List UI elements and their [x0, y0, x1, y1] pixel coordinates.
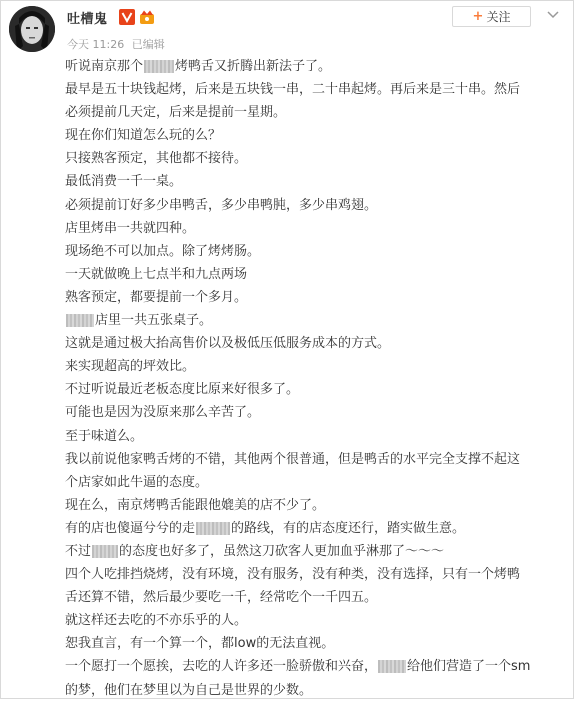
verified-v-icon [119, 9, 135, 25]
chevron-down-icon[interactable] [546, 10, 560, 20]
post-text-segment: 个店家如此牛逼的态度。 [65, 474, 209, 490]
post-text-line [65, 586, 565, 609]
post-text-line [65, 609, 565, 632]
post-text-segment: 不过 [65, 543, 92, 559]
post-text-line [65, 240, 565, 263]
post-body [65, 55, 565, 702]
post-text-line [65, 170, 565, 193]
post-text-segment: 有的店也傻逼兮兮的走 [65, 520, 196, 536]
post-text-segment: 的态度也好多了，虽然这刀砍客人更加血乎淋那了～～～ [119, 543, 445, 559]
censor-mosaic [66, 314, 94, 327]
post-text-segment: 给他们营造了一个sm [407, 659, 531, 675]
username[interactable]: 吐槽鬼 [67, 12, 108, 27]
post-text-segment: 现在么，南京烤鸭舌能跟他媲美的店不少了。 [65, 497, 326, 513]
post-text-line [65, 55, 565, 78]
post-text-line [65, 124, 565, 147]
post-text-line [65, 679, 565, 702]
post-text-segment: 来实现超高的坪效比。 [65, 359, 196, 375]
post-text-segment: 不过听说最近老板态度比原来好很多了。 [65, 382, 300, 398]
post-text-segment: 店里一共五张桌子。 [95, 313, 213, 329]
post-text-line [65, 448, 565, 471]
post-text-line [65, 194, 565, 217]
post-text-segment: 听说南京那个 [65, 59, 144, 74]
post-text-segment: 我以前说他家鸭舌烤的不错，其他两个很普通，但是鸭舌的水平完全支撑不起这 [65, 451, 521, 467]
post-text-segment: 一天就做晚上七点半和九点两场 [65, 266, 248, 282]
plus-icon: + [472, 9, 484, 24]
post-text-segment: 的梦，他们在梦里以为自己是世界的少数。 [65, 682, 313, 698]
post-text-segment: 现场绝不可以加点。除了烤烤肠。 [65, 243, 261, 259]
post-text-segment: 烤鸭舌又折腾出新法子了。 [175, 59, 332, 74]
post-text-line [65, 78, 565, 101]
post-text-line [65, 540, 565, 563]
post-text-segment: 熟客预定，都要提前一个多月。 [65, 289, 248, 305]
post-text-segment: 至于味道么。 [65, 428, 144, 444]
post-text-line [65, 425, 565, 448]
post-text-line [65, 355, 565, 378]
post-text-segment: 最早是五十块钱起烤，后来是五块钱一串，二十串起烤。再后来是三十串。然后 [65, 82, 521, 98]
post-text-line [65, 563, 565, 586]
follow-button[interactable] [452, 6, 531, 27]
post-text-line [65, 147, 565, 170]
post-text-line [65, 286, 565, 309]
user-avatar[interactable] [9, 6, 55, 52]
post-text-segment: 就这样还去吃的不亦乐乎的人。 [65, 613, 248, 629]
post-text-line [65, 217, 565, 240]
censor-mosaic [92, 545, 118, 558]
censor-mosaic [144, 60, 174, 73]
post-text-line [65, 378, 565, 401]
post-text-segment: 只接熟客预定，其他都不接待。 [65, 151, 248, 167]
post-text-segment: 店里烤串一共就四种。 [65, 220, 196, 236]
post-text-segment: 现在你们知道怎么玩的么？ [65, 128, 222, 144]
post-text-segment: 一个愿打一个愿挨，去吃的人许多还一脸骄傲和兴奋， [65, 659, 378, 675]
censor-mosaic [378, 660, 406, 673]
post-text-line [65, 332, 565, 355]
avatar-portrait-icon [9, 6, 55, 52]
post-text-line [65, 101, 565, 124]
post-text-line [65, 494, 565, 517]
edited-label: 已编辑 [131, 38, 165, 51]
post-text-line [65, 517, 565, 540]
post-text-segment: 舌还算不错，然后最少要吃一千，经常吃个一千四五。 [65, 590, 378, 606]
censor-mosaic [196, 522, 230, 535]
post-text-segment: 可能也是因为没原来那么辛苦了。 [65, 405, 261, 421]
post-text-line [65, 655, 565, 678]
member-crown-icon [139, 9, 155, 25]
post-text-line [65, 263, 565, 286]
post-meta [67, 36, 169, 52]
post-text-line [65, 309, 565, 332]
post-text-segment: 最低消费一千一桌。 [65, 174, 183, 190]
post-text-segment: 这就是通过极大抬高售价以及极低压低服务成本的方式。 [65, 336, 391, 352]
follow-label: 关注 [486, 10, 511, 24]
post-time[interactable]: 今天 11:26 [67, 38, 125, 51]
post-text-segment: 必须提前订好多少串鸭舌，多少串鸭肫，多少串鸡翅。 [65, 197, 378, 213]
post-text-segment: 四个人吃排挡烧烤，没有环境，没有服务，没有种类，没有选择，只有一个烤鸭 [65, 567, 521, 583]
post-text-line [65, 632, 565, 655]
post-text-line [65, 471, 565, 494]
post-text-line [65, 401, 565, 424]
post-text-segment: 的路线，有的店态度还行，踏实做生意。 [231, 520, 466, 536]
post-text-segment: 必须提前几天定，后来是提前一星期。 [65, 105, 287, 121]
post-text-segment: 恕我直言，有一个算一个，都low的无法直视。 [65, 636, 335, 652]
